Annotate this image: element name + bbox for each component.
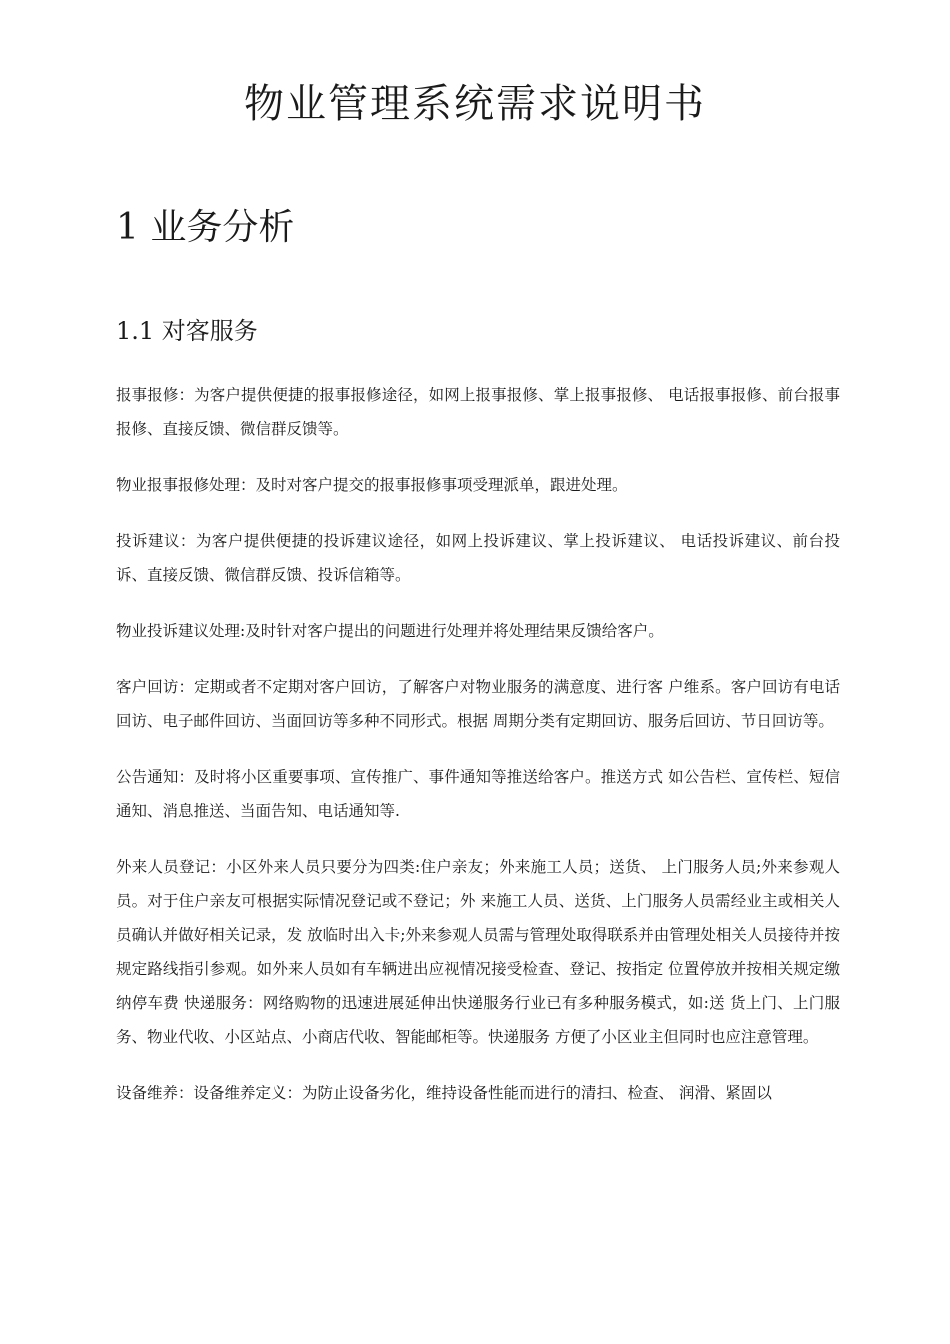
section-heading-business-analysis: 1 业务分析: [116, 207, 295, 248]
paragraph-complaint-suggestion: 投诉建议：为客户提供便捷的投诉建议途径，如网上投诉建议、掌上投诉建议、 电话投诉建议、前台投诉、直接反馈、微信群反馈、投诉信箱等。: [116, 532, 840, 584]
paragraph-customer-revisit: 客户回访：定期或者不定期对客户回访，了解客户对物业服务的满意度、进行客 户维系。客户回访有电话回访、电子邮件回访、当面回访等多种不同形式。根据 周期分类有定期回访、服务后回访、节日回访等。: [116, 678, 840, 730]
paragraph-visitor-registration: 外来人员登记：小区外来人员只要分为四类:住户亲友；外来施工人员；送货、 上门服务人员;外来参观人员。对于住户亲友可根据实际情况登记或不登记；外 来施工人员、送货、上门服务人员需经业主或相关人员确认并做好相关记录，发 放临时出入卡;外来参观人员需与管理处取得联系并由管理处相关人员接待并按 规定路线指引参观。如外来人员如有车辆进出应视情况接受检查、登记、按指定 位置停放并按相关规定缴纳停车费 快递服务：网络购物的迅速进展延伸出快递服务行业已有多种服务模式，如:送 货上门、上门服务、物业代收、小区站点、小商店代收、智能邮柜等。快递服务 方便了小区业主但同时也应注意管理。: [116, 858, 840, 1046]
paragraph-complaint-handling: 物业投诉建议处理:及时针对客户提出的问题进行处理并将处理结果反馈给客户。: [116, 622, 664, 640]
paragraph-equipment-maintenance: 设备维养：设备维养定义：为防止设备劣化，维持设备性能而进行的清扫、检查、 润滑、紧固以: [116, 1084, 772, 1102]
paragraph-repair-report: 报事报修：为客户提供便捷的报事报修途径，如网上报事报修、掌上报事报修、 电话报事报修、前台报事报修、直接反馈、微信群反馈等。: [116, 386, 840, 438]
paragraph-repair-handling: 物业报事报修处理：及时对客户提交的报事报修事项受理派单，跟进处理。: [116, 476, 628, 494]
subsection-heading-customer-service: 1.1 对客服务: [116, 317, 258, 345]
document-title: 物业管理系统需求说明书: [244, 81, 706, 127]
paragraph-announcements: 公告通知：及时将小区重要事项、宣传推广、事件通知等推送给客户。推送方式 如公告栏、宣传栏、短信通知、消息推送、当面告知、电话通知等.: [116, 768, 840, 820]
section-body: [116, 378, 840, 1132]
